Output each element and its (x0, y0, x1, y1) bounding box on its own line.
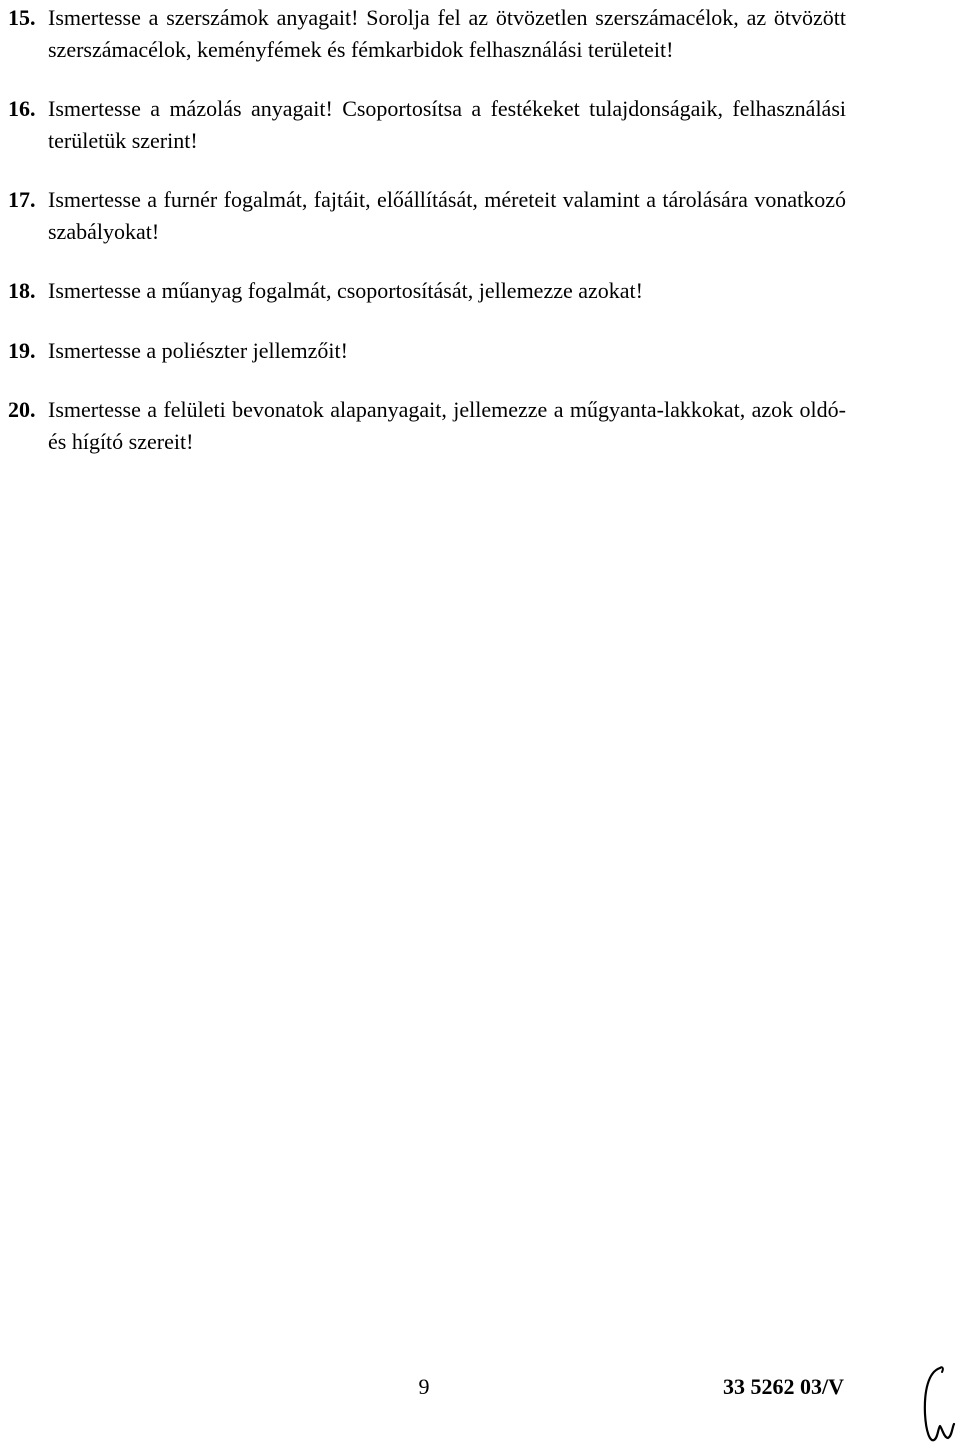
question-item (8, 93, 846, 156)
question-text: Ismertesse a felületi bevonatok alapanyagait, jellemezze a műgyanta-lakkokat, azok oldó- és hígító szereit! (48, 397, 846, 454)
question-text: Ismertesse a poliészter jellemzőit! (48, 337, 348, 363)
question-item (8, 275, 846, 307)
question-number: 16. (8, 96, 36, 121)
question-text: Ismertesse a mázolás anyagait! Csoportosítsa a festékeket tulajdonságaik, felhasználási területük szerint! (48, 96, 846, 153)
exam-code: 33 5262 03/V (723, 1374, 844, 1399)
question-item (8, 394, 846, 457)
question-text: Ismertesse a műanyag fogalmát, csoportosítását, jellemezze azokat! (48, 278, 643, 303)
page-number: 9 (418, 1374, 430, 1399)
question-number: 18. (8, 278, 36, 303)
question-number: 17. (8, 187, 36, 212)
question-number: 15. (8, 5, 36, 30)
handwritten-initial-icon (918, 1362, 958, 1446)
question-text: Ismertesse a szerszámok anyagait! Sorolja fel az ötvözetlen szerszámacélok, az ötvözött szerszámacélok, keményfémek és fémkarbidok felhasználási területeit! (48, 5, 846, 62)
question-list (8, 0, 846, 485)
question-item (8, 184, 846, 247)
question-number: 19. (8, 337, 36, 363)
question-item (8, 335, 846, 367)
question-item (8, 2, 846, 65)
question-text: Ismertesse a furnér fogalmát, fajtáit, előállítását, méreteit valamint a tárolására vonatkozó szabályokat! (48, 187, 846, 244)
question-number: 20. (8, 397, 36, 422)
